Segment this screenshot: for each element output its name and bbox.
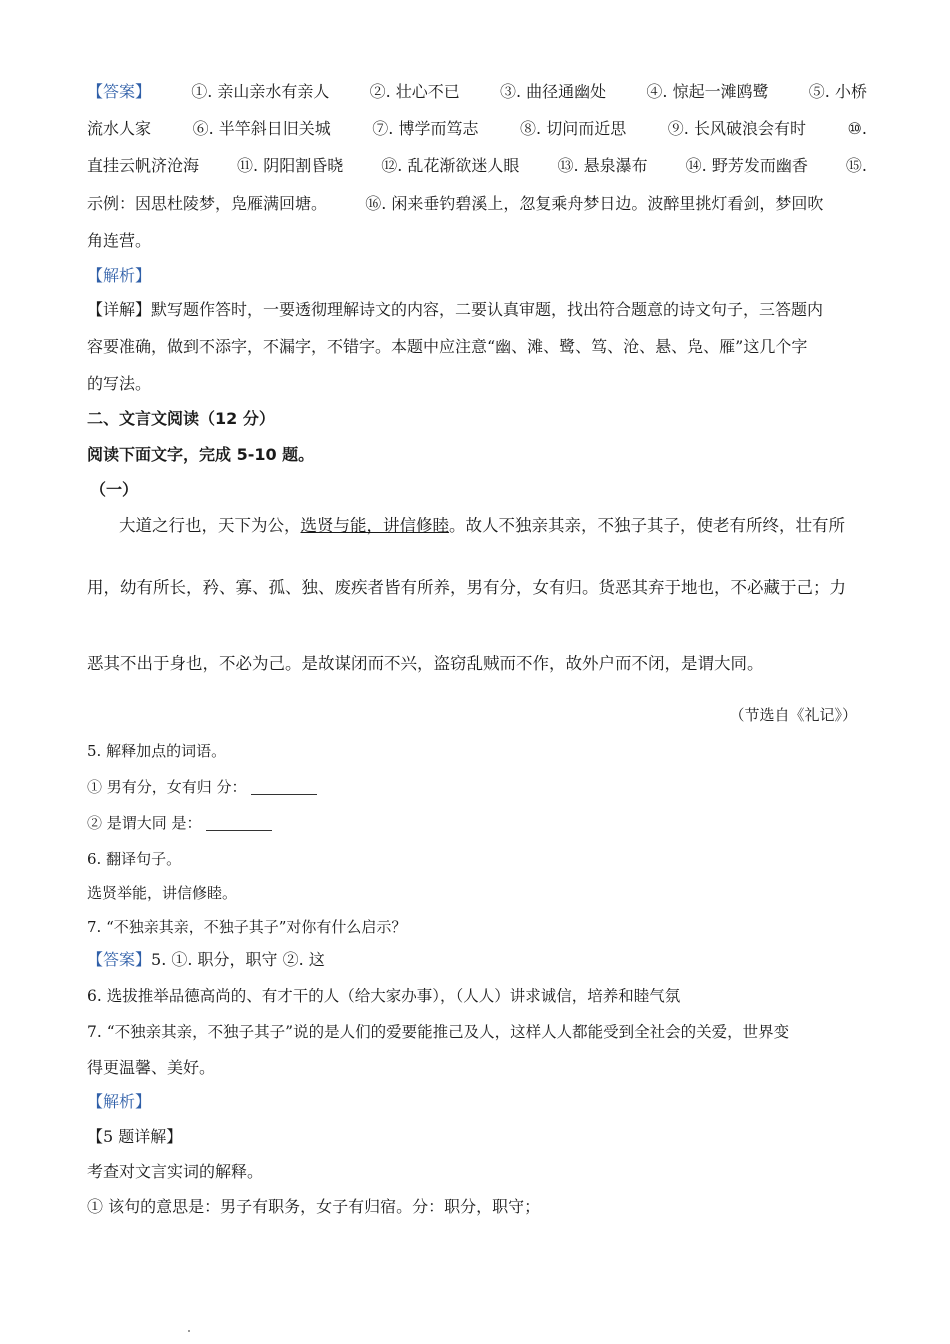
answer-tag: 【答案】 [87, 950, 152, 969]
detail-text: 考查对文言实词的解释。 [87, 1162, 264, 1181]
answer-item: ⑪. 阴阳割昏晓 [237, 156, 344, 175]
question-text: ① 男有分，女有归 分： [87, 778, 247, 796]
answer-item: ⑮. [845, 156, 867, 175]
answer-7-line-1: 7. “不独亲其亲，不独子其子”说的是人们的爱要能推己及人，这样人人都能受到全社会的关爱，世界变 [87, 1023, 790, 1041]
passage-source: （节选自《礼记》） [729, 706, 857, 724]
answer-item: ⑨. 长风破浪会有时 [667, 119, 806, 138]
passage-line-2: 用，幼有所长，矜、寡、孤、独、废疾者皆有所养，男有分，女有归。货恶其弃于地也，不必藏于己；力 [87, 578, 846, 597]
question-5-2 [87, 811, 867, 835]
answer-item: ⑦. 博学而笃志 [372, 119, 479, 138]
answer-item: 示例：因思杜陵梦，凫雁满回塘。 [87, 194, 328, 213]
detail-text: ① 该句的意思是：男子有职务，女子有归宿。分：职分，职守； [87, 1197, 541, 1216]
answer-line-3 [87, 154, 867, 178]
detail-text: 【详解】默写题作答时，一要透彻理解诗文的内容，二要认真审题，找出符合题意的诗文句子，三答题内 [87, 300, 824, 319]
answer-tag: 【答案】 [87, 82, 152, 101]
answer-item: ⑥. 半竿斜日旧关城 [192, 119, 331, 138]
instruction: 阅读下面文字，完成 5-10 题。 [87, 445, 315, 464]
passage-text: 。故人不独亲其亲，不独子其子，使老有所终，壮有所 [449, 516, 845, 535]
part-label: （一） [90, 480, 139, 499]
answer-item: ④. 惊起一滩鸥鹭 [646, 82, 769, 101]
question-6: 6. 翻译句子。 [87, 850, 182, 868]
question-text: ② 是谓大同 是： [87, 814, 202, 832]
answer-item: 流水人家 [87, 119, 152, 138]
answer-line-5: 角连营。 [87, 231, 152, 250]
answer-item: ⑭. 野芳发而幽香 [685, 156, 808, 175]
analysis-tag: 【解析】 [87, 266, 152, 285]
answer-line-4 [87, 192, 867, 216]
detail-title: 【5 题详解】 [87, 1127, 183, 1146]
answer-5: 5. ①. 职分，职守 ②. 这 [151, 950, 325, 969]
passage-line-1 [119, 514, 867, 538]
question-5-1 [87, 775, 867, 799]
detail-text: 容要准确，做到不添字，不漏字，不错字。本题中应注意“幽、滩、鹭、笃、沧、悬、凫、雁”这几个字 [87, 337, 808, 356]
answer-blank[interactable] [206, 814, 272, 831]
answer-item: ⑬. 悬泉瀑布 [557, 156, 648, 175]
question-7: 7. “不独亲其亲，不独子其子”对你有什么启示？ [87, 918, 407, 936]
answer-line-2 [87, 117, 867, 141]
detail-text: 的写法。 [87, 374, 152, 393]
answer-item: ③. 曲径通幽处 [500, 82, 607, 101]
answer-item: ⑫. 乱花渐欲迷人眼 [381, 156, 520, 175]
passage-text: 大道之行也，天下为公， [119, 516, 301, 535]
passage-line-3: 恶其不出于身也，不必为己。是故谋闭而不兴，盗窃乱贼而不作，故外户而不闭，是谓大同。 [87, 654, 764, 673]
answer-item: ⑧. 切问而近思 [520, 119, 627, 138]
answer-6: 6. 选拔推举品德高尚的、有才干的人（给大家办事），（人人）讲求诚信，培养和睦气氛 [87, 987, 681, 1005]
answer-item: 直挂云帆济沧海 [87, 156, 200, 175]
answer-item: ①. 亲山亲水有亲人 [191, 82, 330, 101]
page-mark [188, 1330, 190, 1332]
answer-2-line [87, 948, 867, 972]
answer-item: ⑯. 闲来垂钓碧溪上，忽复乘舟梦日边。波醉里挑灯看剑，梦回吹 [365, 194, 824, 213]
answer-7-line-2: 得更温馨、美好。 [87, 1058, 216, 1077]
answer-item: ⑩. [847, 119, 867, 138]
answer-blank[interactable] [251, 778, 317, 795]
analysis-tag: 【解析】 [87, 1092, 152, 1111]
answer-item: ⑤. 小桥 [808, 82, 867, 101]
question-5: 5. 解释加点的词语。 [87, 742, 227, 760]
question-6-sentence: 选贤举能，讲信修睦。 [87, 884, 238, 902]
section-title: 二、文言文阅读（12 分） [87, 409, 275, 428]
passage-underlined: 选贤与能，讲信修睦 [300, 516, 449, 535]
answer-line-1 [87, 80, 867, 104]
answer-item: ②. 壮心不已 [369, 82, 460, 101]
